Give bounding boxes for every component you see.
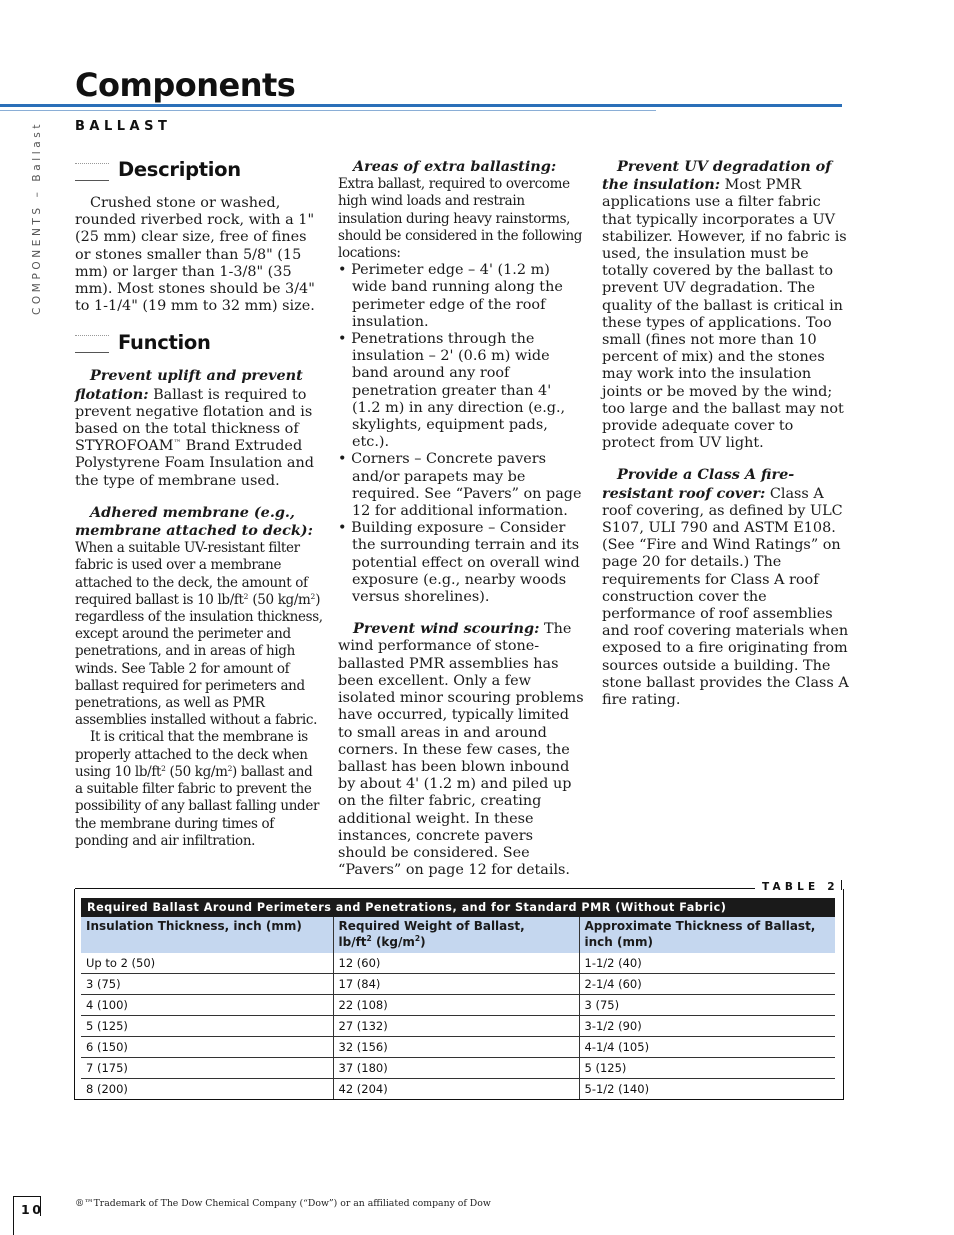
uv-paragraph [602, 158, 850, 452]
cell: 5 (125) [579, 1058, 835, 1079]
side-running-label: COMPONENTS – Ballast [31, 120, 43, 315]
uplift-paragraph [75, 367, 323, 489]
scour-text: The wind performance of stone-ballasted PMR assemblies has been excellent. Only a few isolated minor scouring problems have occurred, typically limited to small areas in and around corners. In these few cases, the ballast has been blown inbound by about 4' (1.2 m) and piled up on the filter fabric, creating additional weight. In these instances, concrete pavers should be considered. See “Pavers” on page 12 for details. [338, 621, 584, 879]
fire-paragraph [602, 466, 850, 709]
cell: 8 (200) [86, 1082, 128, 1097]
table-row [81, 1037, 835, 1058]
trademark-footnote: ®™Trademark of The Dow Chemical Company (“Dow”) or an affiliated company of Dow [75, 1198, 491, 1209]
section-label: BALLAST [75, 119, 172, 134]
superscript: 2 [414, 934, 421, 943]
header-text: inch (mm) [584, 935, 653, 949]
cell: 6 (150) [81, 1037, 333, 1058]
function-heading-text: Function [118, 330, 211, 354]
column-1 [75, 157, 323, 850]
critical-text: ) ballast and a suitable filter fabric to prevent the possibility of any ballast falling under the membrane during times of ponding and air infiltration. [75, 763, 320, 849]
column-2 [338, 158, 584, 879]
table-row [81, 1058, 835, 1079]
cell: 3 (75) [81, 974, 333, 995]
header-text: Approximate Thickness of Ballast, [584, 919, 816, 933]
heading-bar-icon [75, 163, 109, 181]
superscript: 2 [227, 763, 232, 773]
ballast-table [81, 917, 835, 1099]
areas-paragraph [338, 158, 584, 262]
cell: 5-1/2 (140) [579, 1079, 835, 1100]
cell: 5 (125) [81, 1016, 333, 1037]
list-item: • Penetrations through the insulation – 2' (0.6 m) wide band around any roof penetration greater than 4' (1.2 m) in any direction (e.g., skylights, equipment pads, etc.). [338, 331, 566, 451]
areas-runin: Areas of extra ballasting: [353, 158, 557, 175]
title-rule [0, 104, 842, 107]
cell: 37 (180) [333, 1058, 579, 1079]
extra-ballast-list [338, 262, 584, 606]
uplift-text-end: Brand Extruded Polystyrene Foam Insulation and the type of membrane used. [75, 438, 314, 489]
fire-runin: Provide a Class A fire-resistant roof cover: [602, 466, 795, 502]
page-number-rule [13, 1196, 14, 1235]
table-row [81, 953, 835, 974]
cell: 3 (75) [579, 995, 835, 1016]
header-approx-thickness [579, 917, 835, 953]
column-3 [602, 158, 850, 709]
header-text: (kg/m [371, 935, 415, 949]
superscript: 2 [310, 591, 316, 601]
adhered-text: ) regardless of the insulation thickness, except around the perimeter and penetrations, and in areas of high winds. See Table 2 for amount of ballast required for perimeters and penetrations, as well as PMR assemblies installed without a fabric. [75, 591, 323, 729]
header-text: Required Weight of Ballast, [338, 919, 525, 933]
cell: 22 (108) [333, 995, 579, 1016]
list-item: • Building exposure – Consider the surrounding terrain and its potential effect on overall wind exposure (e.g., nearby woods versus shorelines). [338, 520, 580, 606]
header-text: ) [420, 935, 426, 949]
cell: 12 (60) [333, 953, 579, 974]
cell: 7 (175) [81, 1058, 333, 1079]
critical-paragraph [75, 729, 323, 849]
cell: 2-1/4 (60) [579, 974, 835, 995]
critical-text: It is critical that the membrane is properly attached to the deck when using 10 lb/ft [75, 729, 308, 780]
uplift-text: Ballast is required to prevent negative flotation and is based on the total thickness of STYROFOAM [75, 386, 313, 455]
table-label: TABLE 2 [762, 881, 839, 893]
list-item: • Perimeter edge – 4' (1.2 m) wide band running along the perimeter edge of the roof insulation. [338, 262, 563, 330]
cell: 4-1/4 (105) [579, 1037, 835, 1058]
cell: 17 (84) [333, 974, 579, 995]
cell: 4 (100) [81, 995, 333, 1016]
critical-text: (50 kg/m [165, 763, 228, 780]
table-row [81, 974, 835, 995]
areas-text: Extra ballast, required to overcome high wind loads and restrain insulation during heavy rainstorms, should be considered in the following locations: [338, 176, 583, 262]
table-header-row [81, 917, 835, 953]
header-text: lb/ft [338, 935, 367, 949]
list-item: • Corners – Concrete pavers and/or parapets may be required. See “Pavers” on page 12 for additional information. [338, 451, 582, 520]
cell: Up to 2 (50) [81, 953, 333, 974]
description-heading [75, 157, 323, 183]
table-title: Required Ballast Around Perimeters and Penetrations, and for Standard PMR (Without Fabric) [81, 898, 835, 917]
table-row [81, 1079, 835, 1100]
fire-text: Class A roof covering, as defined by ULC S107, ULI 790 and ASTM E108. (See “Fire and Wind Ratings” on page 20 for details.) The requirements for Class A roof construction cover the performance of roof assemblies and roof covering materials when exposed to a fire originating from sources outside a building. The stone ballast provides the Class A fire rating. [602, 485, 849, 709]
page-number: 10 [21, 1202, 44, 1217]
superscript: 2 [243, 591, 249, 601]
superscript: 2 [366, 934, 372, 943]
adhered-runin: Adhered membrane (e.g., membrane attached to deck): [75, 503, 313, 540]
description-heading-text: Description [118, 158, 241, 182]
title-rule-thin [0, 110, 656, 111]
header-insulation-thickness: Insulation Thickness, inch (mm) [81, 917, 333, 953]
table-row [81, 995, 835, 1016]
cell: 32 (156) [333, 1037, 579, 1058]
function-heading [75, 329, 323, 355]
description-paragraph: Crushed stone or washed, rounded riverbed rock, with a 1" (25 mm) clear size, free of fines or stones smaller than 5/8" (15 mm) or larger than 1-3/8" (35 mm). Most stones should be 3/4" to 1-1/4" (19 mm to 32 mm) size. [75, 195, 315, 315]
adhered-text: When a suitable UV-resistant filter fabric is used over a membrane attached to the deck, the amount of required ballast is 10 lb/ft [75, 540, 308, 608]
heading-bar-icon [75, 335, 109, 353]
page-title: Components [75, 66, 296, 104]
trademark-mark: ™ [173, 438, 181, 448]
table-row [81, 1016, 835, 1037]
adhered-text: (50 kg/m [248, 591, 311, 608]
superscript: 2 [161, 763, 166, 773]
uv-text: Most PMR applications use a filter fabric that typically incorporates a UV stabilizer. However, if no fabric is used, the insulation must be totally covered by the ballast to prevent UV degradation. The quality of the ballast is critical in these types of applications. Too small (fines not more than 10 percent of mix) and the stones may work into the insulation joints or be moved by the wind; too large and the ballast may not provide adequate cover to protect from UV light. [602, 177, 847, 452]
adhered-runin-paragraph [75, 504, 323, 730]
header-required-weight [333, 917, 579, 953]
cell: 3-1/2 (90) [579, 1016, 835, 1037]
page-number-rule [13, 1196, 40, 1197]
scour-runin: Prevent wind scouring: [353, 620, 540, 638]
scour-paragraph [338, 620, 584, 879]
uplift-runin: Prevent uplift and prevent flotation: [75, 367, 303, 403]
cell: 42 (204) [333, 1079, 579, 1100]
cell: 27 (132) [333, 1016, 579, 1037]
uv-runin: Prevent UV degradation of the insulation: [602, 158, 832, 194]
cell: 1-1/2 (40) [579, 953, 835, 974]
